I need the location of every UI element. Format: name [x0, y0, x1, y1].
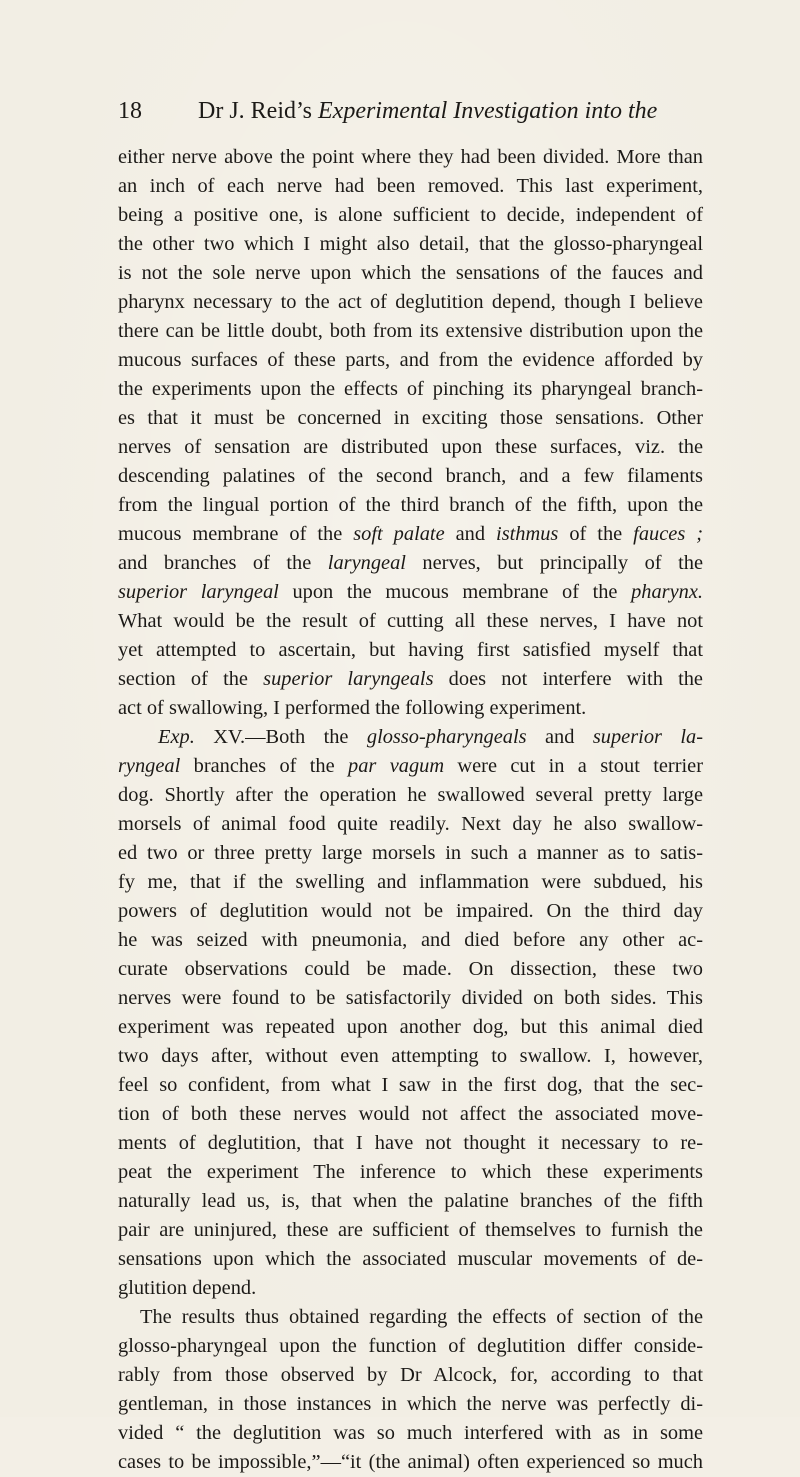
running-head-title: Experimental Investigation into the: [318, 98, 658, 124]
italic-text: soft palate: [353, 523, 445, 545]
text-segment: either nerve above the point where they had been divided. More than: [118, 146, 703, 168]
italic-text: laryngeal: [327, 552, 406, 574]
text-segment: being a positive one, is alone sufficient to decide, independent of: [118, 204, 703, 226]
text-line: [118, 1013, 703, 1042]
text-segment: pair are uninjured, these are sufficient of themselves to furnish the: [118, 1219, 703, 1241]
text-line: [118, 1361, 703, 1390]
text-line: [118, 665, 703, 694]
text-line: [118, 520, 703, 549]
text-segment: gentleman, in those instances in which the nerve was perfectly di-: [118, 1393, 703, 1415]
italic-text: ryngeal: [118, 755, 181, 777]
text-segment: experiment was repeated upon another dog, but this animal died: [118, 1016, 703, 1038]
text-line: [118, 549, 703, 578]
running-head-author: Dr J. Reid’s: [198, 98, 318, 124]
text-line: [118, 1042, 703, 1071]
text-line: [118, 1245, 703, 1274]
text-line: [118, 375, 703, 404]
text-line: [118, 578, 703, 607]
text-segment: glutition depend.: [118, 1277, 257, 1299]
text-segment: act of swallowing, I performed the following experiment.: [118, 697, 587, 719]
text-segment: mucous surfaces of these parts, and from the evidence afforded by: [118, 349, 703, 371]
text-line: [118, 723, 703, 752]
text-segment: branches of the: [180, 755, 349, 777]
text-segment: peat the experiment The inference to which these experiments: [118, 1161, 703, 1183]
text-line: [118, 781, 703, 810]
text-segment: glosso-pharyngeal upon the function of deglutition differ conside-: [118, 1335, 703, 1357]
text-segment: ed two or three pretty large morsels in such a manner as to satis-: [118, 842, 703, 864]
text-segment: pharynx necessary to the act of deglutition depend, though I believe: [118, 291, 703, 313]
text-segment: cases to be impossible,”—“it (the animal) often experienced so much: [118, 1451, 703, 1473]
text-segment: nerves of sensation are distributed upon these surfaces, viz. the: [118, 436, 703, 458]
text-segment: and: [526, 726, 593, 748]
text-segment: descending palatines of the second branch, and a few filaments: [118, 465, 703, 487]
text-segment: powers of deglutition would not be impaired. On the third day: [118, 900, 703, 922]
text-segment: rably from those observed by Dr Alcock, for, according to that: [118, 1364, 703, 1386]
text-line: [118, 1303, 703, 1332]
text-line: [118, 404, 703, 433]
text-line: [118, 1187, 703, 1216]
text-line: [118, 1071, 703, 1100]
text-segment: sensations upon which the associated muscular movements of de-: [118, 1248, 703, 1270]
text-segment: the experiments upon the effects of pinching its pharyngeal branch-: [118, 378, 703, 400]
text-segment: feel so confident, from what I saw in the first dog, that the sec-: [118, 1074, 703, 1096]
page-header: [118, 94, 703, 128]
text-line: [118, 926, 703, 955]
text-line: [118, 433, 703, 462]
italic-text: superior la-: [592, 726, 703, 748]
text-line: [118, 201, 703, 230]
text-segment: nerves were found to be satisfactorily divided on both sides. This: [118, 987, 703, 1009]
text-segment: fy me, that if the swelling and inflammation were subdued, his: [118, 871, 703, 893]
text-line: [118, 1216, 703, 1245]
italic-text: isthmus: [496, 523, 559, 545]
text-segment: es that it must be concerned in exciting those sensations. Other: [118, 407, 703, 429]
text-line: [118, 259, 703, 288]
text-segment: XV.—Both the: [194, 726, 367, 748]
text-line: [118, 1100, 703, 1129]
text-segment: nerves, but principally of the: [405, 552, 703, 574]
text-segment: tion of both these nerves would not affect the associated move-: [118, 1103, 703, 1125]
text-line: [118, 462, 703, 491]
text-segment: is not the sole nerve upon which the sensations of the fauces and: [118, 262, 703, 284]
italic-text: glosso-pharyngeals: [366, 726, 527, 748]
text-segment: dog. Shortly after the operation he swallowed several pretty large: [118, 784, 703, 806]
italic-text: superior laryngeals: [263, 668, 434, 690]
text-line: [118, 694, 703, 723]
text-line: [118, 1332, 703, 1361]
text-line: [118, 607, 703, 636]
text-line: [118, 1158, 703, 1187]
text-segment: yet attempted to ascertain, but having first satisfied myself that: [118, 639, 703, 661]
text-segment: were cut in a stout terrier: [444, 755, 704, 777]
text-segment: and branches of the: [118, 552, 328, 574]
text-line: [118, 636, 703, 665]
text-line: [118, 288, 703, 317]
text-line: [118, 1419, 703, 1448]
text-line: [118, 230, 703, 259]
text-segment: What would be the result of cutting all these nerves, I have not: [118, 610, 703, 632]
text-segment: mucous membrane of the: [118, 523, 354, 545]
text-line: [118, 491, 703, 520]
text-segment: ments of deglutition, that I have not thought it necessary to re-: [118, 1132, 703, 1154]
italic-text: superior laryngeal: [118, 581, 279, 603]
text-segment: curate observations could be made. On dissection, these two: [118, 958, 703, 980]
running-head: [198, 94, 657, 128]
text-segment: an inch of each nerve had been removed. This last experiment,: [118, 175, 703, 197]
text-segment: The results thus obtained regarding the effects of section of the: [140, 1306, 703, 1328]
text-segment: upon the mucous membrane of the: [278, 581, 632, 603]
text-segment: there can be little doubt, both from its extensive distribution upon the: [118, 320, 703, 342]
italic-text: pharynx.: [631, 581, 703, 603]
text-line: [118, 984, 703, 1013]
text-line: [118, 810, 703, 839]
text-segment: section of the: [118, 668, 264, 690]
text-line: [118, 143, 703, 172]
text-line: [118, 1274, 703, 1303]
page-number: 18: [118, 98, 142, 124]
text-segment: morsels of animal food quite readily. Next day he also swallow-: [118, 813, 703, 835]
text-line: [118, 317, 703, 346]
text-segment: two days after, without even attempting to swallow. I, however,: [118, 1045, 703, 1067]
italic-text: fauces ;: [633, 523, 704, 545]
text-segment: from the lingual portion of the third branch of the fifth, upon the: [118, 494, 703, 516]
text-line: [118, 955, 703, 984]
text-line: [118, 1448, 703, 1477]
text-segment: and: [444, 523, 497, 545]
text-line: [118, 839, 703, 868]
text-line: [118, 172, 703, 201]
text-segment: naturally lead us, is, that when the palatine branches of the fifth: [118, 1190, 703, 1212]
italic-text: Exp.: [158, 726, 195, 748]
text-segment: does not interfere with the: [433, 668, 703, 690]
text-segment: vided “ the deglutition was so much interfered with as in some: [118, 1422, 703, 1444]
italic-text: par vagum: [348, 755, 445, 777]
text-segment: he was seized with pneumonia, and died before any other ac-: [118, 929, 703, 951]
text-segment: the other two which I might also detail, that the glosso-pharyngeal: [118, 233, 703, 255]
text-line: [118, 752, 703, 781]
text-line: [118, 897, 703, 926]
text-line: [118, 1390, 703, 1419]
text-segment: of the: [558, 523, 634, 545]
text-line: [118, 346, 703, 375]
text-line: [118, 1129, 703, 1158]
body-text: [118, 143, 703, 1477]
text-line: [118, 868, 703, 897]
